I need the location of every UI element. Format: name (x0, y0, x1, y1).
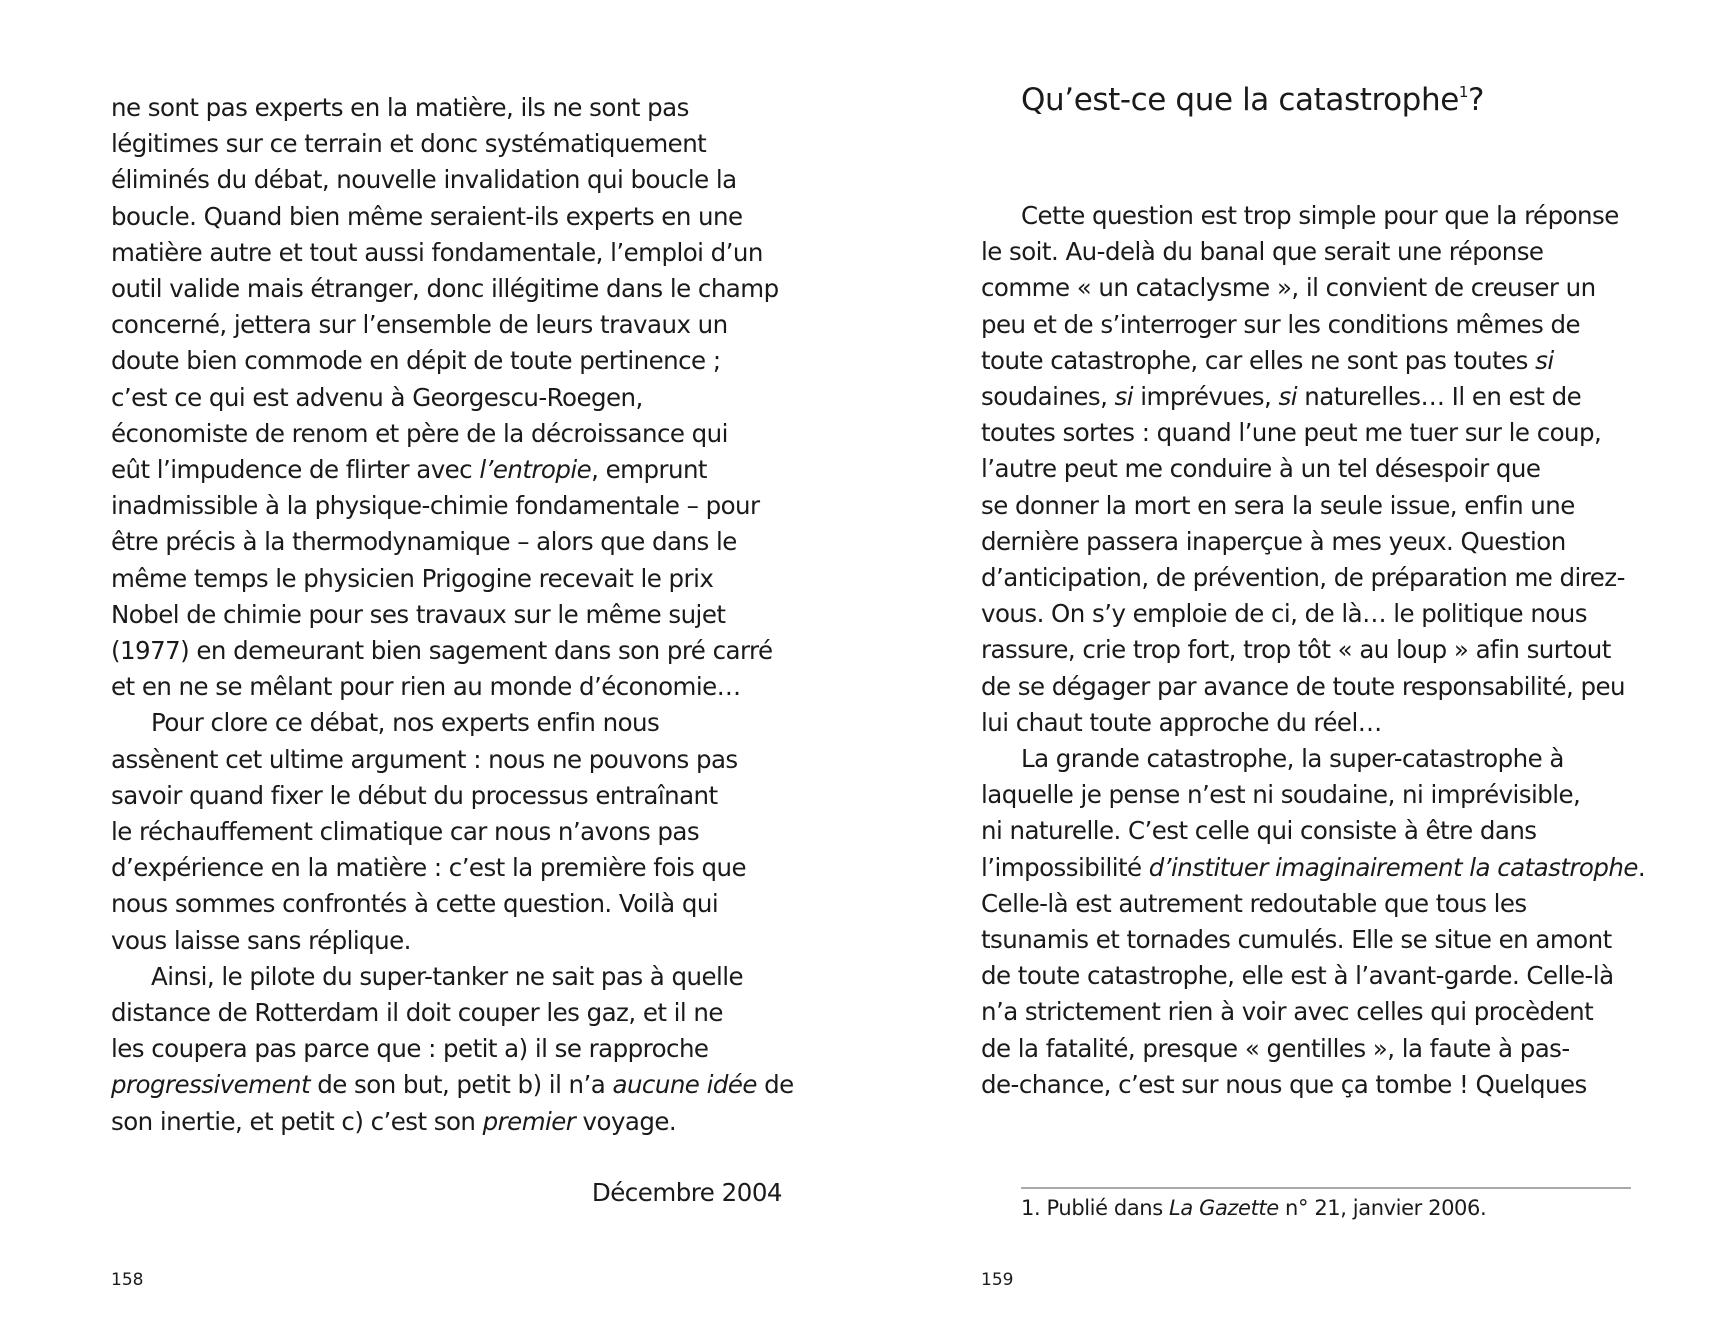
text-segment: nous sommes confrontés à cette question. Voilà qui (111, 889, 719, 919)
text-segment: outil valide mais étranger, donc illégitime dans le champ (111, 274, 779, 303)
chapter-title-text: Qu’est-ce que la catastrophe (1021, 82, 1459, 118)
text-segment: d’expérience en la matière : c’est la première fois que (111, 853, 746, 883)
text-line (981, 451, 1540, 487)
text-segment: ni naturelle. C’est celle qui consiste à être dans (981, 816, 1537, 846)
text-line (111, 923, 411, 959)
text-segment: n° 21, janvier 2006. (1278, 1196, 1487, 1220)
text-segment: eût l’impudence de flirter avec (111, 455, 480, 484)
footnote-divider (1021, 1187, 1631, 1189)
text-segment: n’a strictement rien à voir avec celles qui procèdent (981, 997, 1594, 1027)
text-line (111, 199, 743, 235)
text-line (111, 488, 760, 524)
text-segment: comme « un cataclysme », il convient de creuser un (981, 273, 1596, 303)
italic-text: d’instituer imaginairement la catastrophe (1148, 852, 1638, 882)
text-line (981, 379, 1581, 415)
text-segment: assènent cet ultime argument : nous ne pouvons pas (111, 744, 738, 774)
text-segment: se donner la mort en sera la seule issue, enfin une (981, 490, 1575, 520)
text-line (981, 596, 1587, 632)
text-segment: (1977) en demeurant bien sagement dans son pré carré (111, 636, 773, 665)
text-line (111, 886, 718, 922)
text-line (981, 886, 1527, 922)
text-segment: le soit. Au-delà du banal que serait une réponse (981, 237, 1544, 267)
text-segment: lui chaut toute approche du réel… (981, 707, 1382, 737)
date-signature: Décembre 2004 (591, 1178, 782, 1207)
text-line (981, 922, 1612, 958)
text-segment: de la fatalité, presque « gentilles », la faute à pas- (981, 1033, 1570, 1063)
text-line (981, 524, 1566, 560)
text-line (111, 995, 723, 1031)
text-line (981, 777, 1580, 813)
text-line (111, 850, 746, 886)
text-segment: . (1637, 852, 1646, 882)
italic-text: si (1114, 382, 1134, 411)
text-segment: de (756, 1070, 794, 1100)
text-segment: d’anticipation, de prévention, de préparation me direz- (981, 563, 1625, 592)
text-line (981, 234, 1543, 270)
page-number: 159 (981, 1270, 1014, 1290)
text-line (111, 416, 728, 452)
text-segment: , emprunt (591, 455, 707, 484)
text-segment: toute catastrophe, car elles ne sont pas toutes (981, 345, 1536, 375)
text-line (981, 705, 1382, 741)
text-line (981, 994, 1593, 1030)
text-line (981, 632, 1611, 668)
text-line (111, 633, 773, 669)
text-line (111, 235, 763, 271)
text-segment: voyage. (575, 1106, 677, 1136)
text-segment: dernière passera inaperçue à mes yeux. Question (981, 526, 1566, 556)
footnote-ref: 1 (1458, 83, 1469, 101)
text-segment: doute bien commode en dépit de toute pertinence ; (111, 346, 721, 376)
text-line (111, 524, 737, 560)
text-line (111, 705, 659, 741)
text-segment: c’est ce qui est advenu à Georgescu-Roegen, (111, 382, 643, 412)
text-segment: 1. Publié dans (1021, 1196, 1170, 1220)
page-number: 158 (111, 1270, 144, 1290)
left-page (111, 0, 794, 1338)
text-line (111, 162, 737, 198)
text-segment: économiste de renom et père de la décroissance qui (111, 418, 728, 448)
text-line (111, 959, 743, 995)
right-page (981, 0, 1646, 1338)
text-line (111, 814, 699, 850)
italic-text: l’entropie (479, 455, 592, 484)
text-line (981, 307, 1580, 343)
text-segment: de toute catastrophe, elle est à l’avant-garde. Celle-là (981, 961, 1614, 991)
text-segment: Nobel de chimie pour ses travaux sur le même sujet (111, 599, 726, 629)
text-segment: ne sont pas experts en la matière, ils ne sont pas (111, 93, 689, 122)
italic-text: premier (482, 1106, 576, 1136)
text-segment: vous laisse sans réplique. (111, 925, 411, 955)
chapter-title (1021, 82, 1484, 118)
text-line (981, 813, 1537, 849)
text-segment: l’autre peut me conduire à un tel désespoir que (981, 454, 1541, 484)
text-segment: les coupera pas parce que : petit a) il se rapproche (111, 1034, 709, 1064)
text-segment: de son but, petit b) il n’a (310, 1070, 613, 1100)
text-segment: Pour clore ce débat, nos experts enfin nous (151, 708, 660, 738)
text-line (111, 380, 643, 416)
text-segment: inadmissible à la physique-chimie fondamentale – pour (111, 491, 760, 521)
text-segment: peu et de s’interroger sur les conditions mêmes de (981, 309, 1581, 339)
text-segment: imprévues, (1133, 382, 1279, 411)
text-segment: matière autre et tout aussi fondamentale, l’emploi d’un (111, 237, 763, 267)
text-segment: légitimes sur ce terrain et donc systématiquement (111, 129, 707, 159)
text-line (981, 198, 1619, 234)
text-segment: naturelles… Il en est de (1296, 382, 1582, 411)
text-line (111, 778, 718, 814)
text-line (111, 1104, 676, 1140)
text-line (111, 669, 741, 705)
text-segment: l’impossibilité (981, 852, 1149, 882)
text-line (981, 741, 1564, 777)
text-segment: de se dégager par avance de toute responsabilité, peu (981, 671, 1625, 701)
text-segment: distance de Rotterdam il doit couper les gaz, et il ne (111, 998, 723, 1027)
text-segment: de-chance, c’est sur nous que ça tombe ! Quelques (981, 1069, 1587, 1099)
text-line (111, 126, 706, 162)
text-segment: Ainsi, le pilote du super-tanker ne sait pas à quelle (151, 961, 744, 991)
text-line (981, 488, 1575, 524)
text-line (981, 415, 1601, 451)
text-segment: rassure, crie trop fort, trop tôt « au loup » afin surtout (981, 635, 1611, 665)
text-line (981, 1031, 1570, 1067)
text-line (111, 1031, 708, 1067)
text-line (111, 452, 707, 488)
text-segment: La grande catastrophe, la super-catastrophe à (1021, 744, 1564, 773)
text-line (111, 1067, 794, 1103)
text-segment: être précis à la thermodynamique – alors que dans le (111, 527, 737, 557)
text-line (111, 597, 725, 633)
text-line (981, 270, 1596, 306)
text-segment: Cette question est trop simple pour que la réponse (1021, 201, 1619, 230)
text-line (111, 343, 721, 379)
text-line (981, 850, 1645, 886)
text-segment: et en ne se mêlant pour rien au monde d’économie… (111, 672, 741, 702)
text-segment: soudaines, (981, 382, 1115, 411)
text-segment: son inertie, et petit c) c’est son (111, 1106, 483, 1136)
chapter-title-end: ? (1468, 82, 1485, 118)
text-line (981, 343, 1554, 379)
italic-text: progressivement (111, 1070, 311, 1100)
text-segment: vous. On s’y emploie de ci, de là… le politique nous (981, 599, 1587, 629)
text-line (111, 271, 779, 307)
text-segment: le réchauffement climatique car nous n’avons pas (111, 817, 700, 846)
text-segment: Celle-là est autrement redoutable que tous les (981, 888, 1527, 918)
text-segment: boucle. Quand bien même seraient-ils experts en une (111, 201, 743, 231)
italic-text: La Gazette (1169, 1196, 1279, 1220)
text-line (111, 90, 689, 126)
text-line (981, 669, 1625, 705)
italic-text: aucune idée (612, 1070, 757, 1100)
text-line (981, 560, 1625, 596)
text-line (111, 561, 713, 597)
text-line (111, 742, 738, 778)
text-segment: savoir quand fixer le début du processus entraînant (111, 780, 718, 810)
text-segment: même temps le physicien Prigogine recevait le prix (111, 563, 714, 593)
text-line (981, 958, 1614, 994)
text-segment: tsunamis et tornades cumulés. Elle se situe en amont (981, 925, 1612, 954)
footnote (1021, 1196, 1486, 1220)
text-segment: concerné, jettera sur l’ensemble de leurs travaux un (111, 310, 728, 340)
text-segment: éliminés du débat, nouvelle invalidation qui boucle la (111, 165, 737, 195)
text-line (111, 307, 728, 343)
text-segment: toutes sortes : quand l’une peut me tuer sur le coup, (981, 418, 1602, 448)
text-line (981, 1067, 1587, 1103)
italic-text: si (1278, 382, 1297, 411)
italic-text: si (1535, 345, 1554, 375)
text-segment: laquelle je pense n’est ni soudaine, ni imprévisible, (981, 780, 1581, 810)
